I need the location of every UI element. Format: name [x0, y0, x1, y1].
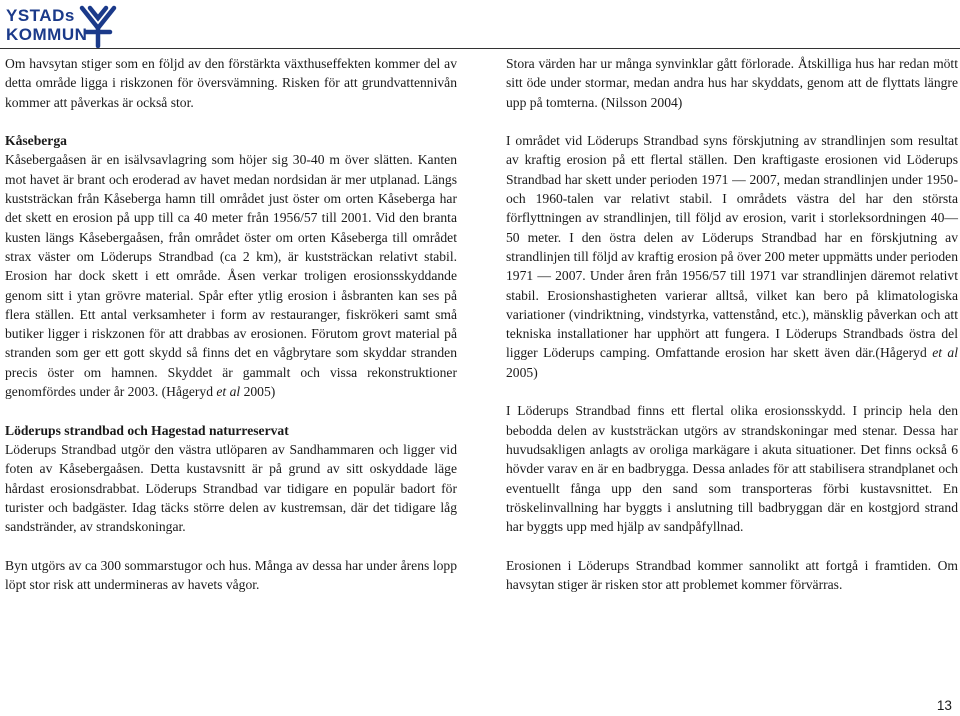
page-number: 13	[936, 698, 952, 713]
right-column	[506, 54, 958, 594]
logo-text	[6, 6, 88, 44]
header-rule	[0, 48, 960, 49]
right-paragraph-3: I Löderups Strandbad finns ett flertal olika erosionsskydd. I princip hela den bebodda delen av kuststräckan utgörs av strandskoningar med stenar. Dessa har huvudsakligen anlagts av oroliga markägare i akuta situationer. Det finns också 6 hövder varav en är en badbrygga. Dessa anlades för att stabilisera strandplanet och eventuellt fånga upp den sand som transporteras förbi kustavsnittet. En tröskelinvallning har byggts i anslutning till badbryggan där en kostgjord strand har byggts upp med hjälp av sandpåfyllnad.	[506, 403, 958, 535]
kaseberga-body: Kåsebergaåsen är en isälvsavlagring som höjer sig 30-40 m över slätten. Kanten mot havet är brant och eroderad av havet medan nordsidan är mer utplanad. Längs kuststräckan från Kåseberga hamn till området just öster om orten Kåseberga har det skett en erosion på upp till ca 40 meter från 1956/57 till 2001. Vid den branta kusten längs Kåsebergaåsen, från området öster om orten Kåseberga till området strax väster om Löderups Strandbad (ca 2 km), är kuststräckan relativt stabil. Erosion har dock skett i ett område. Åsen verkar troligen erosionsskyddande genom sitt i ytan grövre material. Spår efter ytlig erosion i åsbranten kan ses på flera ställen. Ett antal verksamheter i form av restauranger, fiskrökeri samt små butiker ligger i riskzonen för att drabbas av erosionen. Förutom grovt material på stranden som ger ett gott skydd så finns det en vågbrytare som skyddar stranden precis öster om hamnen. Skyddet är gammalt och vissa rekonstruktioner genomfördes under år 2003. (Hågeryd	[5, 152, 457, 400]
kaseberga-section	[5, 131, 457, 401]
kaseberga-cite-end: 2005)	[240, 384, 276, 400]
logo-line-2: KOMMUN	[6, 25, 88, 44]
right-paragraph-1: Stora värden har ur många synvinklar gått förlorade. Åtskilliga hus har redan mött sitt öde under stormar, medan andra hus har skyddats, genom att de flyttats längre upp på tomterna. (Nilsson 2004)	[506, 56, 958, 110]
loderups-section	[5, 421, 457, 537]
right-paragraph-2	[506, 131, 958, 382]
kaseberga-cite-italic: et al	[216, 384, 241, 400]
intro-paragraph: Om havsytan stiger som en följd av den förstärkta växthuseffekten kommer del av detta område ligga i riskzonen för översvämning. Risken för att grundvattennivån kommer att påverkas är också stor.	[5, 56, 457, 110]
right-paragraph-2-body: I området vid Löderups Strandbad syns förskjutning av strandlinjen som resultat av kraftig erosion på ett flertal ställen. Den kraftigaste erosionen vid Löderups Strandbad har skett under perioden 1971 — 2007, medan strandlinjen under 1950- och 1960-talen var relativt stabil. I områdets västra del har den största förflyttningen av strandlinjen, till följd av erosion, varit i storleksordningen 40—50 meter. I den östra delen av Löderups Strandbad har en förskjutning av strandlinjen till följd av kraftig erosion på över 200 meter uppmätts under perioden 1971 — 2007. Under åren från 1956/57 till 1971 var strandlinjen däremot relativt stabil. Erosionshastigheten varierar alltså, vilket kan bero på klimatologiska variationer (vindriktning, vindstyrka, vattenstånd, etc.), mänsklig påverkan och att tekniska installationer har upphört att fungera. I Löderups Strandbads östra del ligger Löderups camping. Omfattande erosion har skett även där.(Hågeryd	[506, 133, 958, 361]
right-paragraph-2-cite-end: 2005)	[506, 364, 538, 380]
right-paragraph-2-cite-italic: et al	[932, 345, 958, 361]
right-paragraph-4: Erosionen i Löderups Strandbad kommer sannolikt att fortgå i framtiden. Om havsytan stiger är risken stor att problemet kommer förvärras.	[506, 557, 958, 593]
loderups-heading: Löderups strandbad och Hagestad naturreservat	[5, 422, 289, 438]
loderups-body: Löderups Strandbad utgör den västra utlöparen av Sandhammaren och ligger vid foten av Kåsebergaåsen. Detta kustavsnitt är på grund av sitt oskyddade läge hårdast erosionsdrabbat. Löderups Strandbad var tidigare en populär badort för turister och badgäster. Idag täcks större delen av kustremsan, där det tidigare låg sandstränder, av strandskoningar.	[5, 441, 457, 535]
left-column	[5, 54, 457, 594]
byn-paragraph: Byn utgörs av ca 300 sommarstugor och hus. Många av dessa har under årens lopp löpt stor risk att undermineras av havets vågor.	[5, 557, 457, 593]
logo-emblem-icon	[76, 4, 120, 48]
kaseberga-heading: Kåseberga	[5, 133, 67, 149]
logo-line-1: YSTADs	[6, 6, 75, 25]
